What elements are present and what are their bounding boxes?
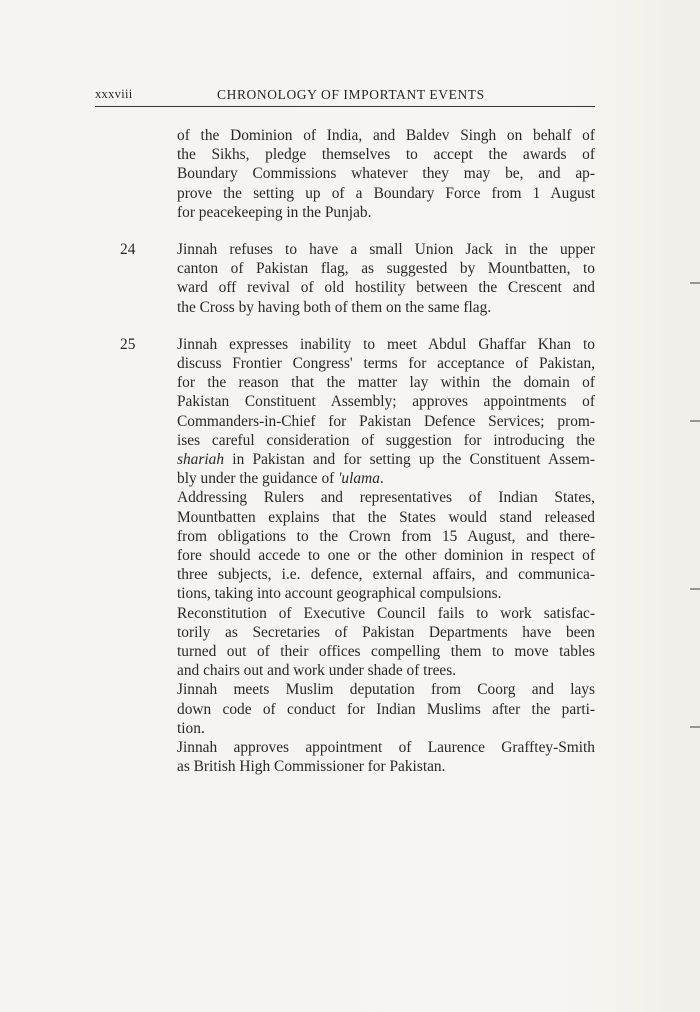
text-line: for the reason that the matter lay within the domain of (177, 374, 595, 392)
text-line: prove the setting up of a Boundary Force from 1 August (177, 184, 595, 202)
running-title: CHRONOLOGY OF IMPORTANT EVENTS (217, 87, 485, 102)
text-line: down code of conduct for Indian Muslims after the parti- (177, 700, 595, 718)
paragraph (177, 680, 595, 738)
chronology-content (120, 126, 595, 795)
page-edge-mark (690, 588, 700, 590)
text-line: ward off revival of old hostility between the Crescent and (177, 279, 595, 297)
text-line: Mountbatten explains that the States would stand released (177, 508, 595, 526)
chronology-entry (120, 240, 595, 317)
text-line: turned out of their offices compelling them to move tables (177, 643, 595, 661)
paragraph (177, 604, 595, 681)
text-line: from obligations to the Crown from 15 August, and there- (177, 527, 595, 545)
text-line: Boundary Commissions whatever they may be, and ap- (177, 165, 595, 183)
chronology-entry (120, 335, 595, 777)
text-line: Pakistan Constituent Assembly; approves appointments of (177, 393, 595, 411)
text-line: the Sikhs, pledge themselves to accept the awards of (177, 146, 595, 164)
text-line: the Cross by having both of them on the same flag. (177, 298, 492, 316)
entry-body (177, 335, 595, 777)
text-line: canton of Pakistan flag, as suggested by Mountbatten, to (177, 260, 595, 278)
entry-day: 25 (120, 335, 136, 353)
text-line: Addressing Rulers and representatives of Indian States, (177, 489, 595, 507)
text-line: torily as Secretaries of Pakistan Departments have been (177, 623, 595, 641)
paragraph (177, 488, 595, 603)
text-line: bly under the guidance of 'ulama. (177, 470, 384, 488)
paragraph (177, 335, 595, 489)
text-line: as British High Commissioner for Pakistan. (177, 758, 446, 776)
text-line: Jinnah approves appointment of Laurence Grafftey-Smith (177, 739, 595, 757)
chronology-entry (120, 126, 595, 222)
text-line: shariah in Pakistan and for setting up the Constituent Assem- (177, 451, 595, 469)
text-line: Reconstitution of Executive Council fails to work satisfac- (177, 604, 595, 622)
text-line: Commanders-in-Chief for Pakistan Defence Services; prom- (177, 412, 595, 430)
running-header (95, 87, 595, 107)
text-line: and chairs out and work under shade of trees. (177, 662, 457, 680)
text-line: Jinnah meets Muslim deputation from Coorg and lays (177, 681, 595, 699)
entry-body (177, 240, 595, 317)
paragraph (177, 738, 595, 776)
text-line: ises careful consideration of suggestion for introducing the (177, 431, 595, 449)
page-number: xxxviii (95, 87, 133, 101)
entry-body (177, 126, 595, 222)
text-line: of the Dominion of India, and Baldev Singh on behalf of (177, 127, 595, 144)
text-line: tions, taking into account geographical compulsions. (177, 585, 502, 603)
page-edge-mark (690, 420, 700, 422)
text-line: fore should accede to one or the other dominion in respect of (177, 547, 595, 565)
entry-day: 24 (120, 241, 136, 259)
text-line: three subjects, i.e. defence, external affairs, and communica- (177, 566, 595, 584)
text-line: Jinnah expresses inability to meet Abdul Ghaffar Khan to (177, 335, 595, 353)
text-line: Jinnah refuses to have a small Union Jack in the upper (177, 241, 595, 259)
text-line: discuss Frontier Congress' terms for acceptance of Pakistan, (177, 355, 595, 373)
page-edge-mark (690, 282, 700, 284)
page-edge-mark (690, 726, 700, 728)
text-line: for peacekeeping in the Punjab. (177, 203, 372, 221)
text-line: tion. (177, 719, 205, 737)
header-rule (95, 106, 595, 107)
